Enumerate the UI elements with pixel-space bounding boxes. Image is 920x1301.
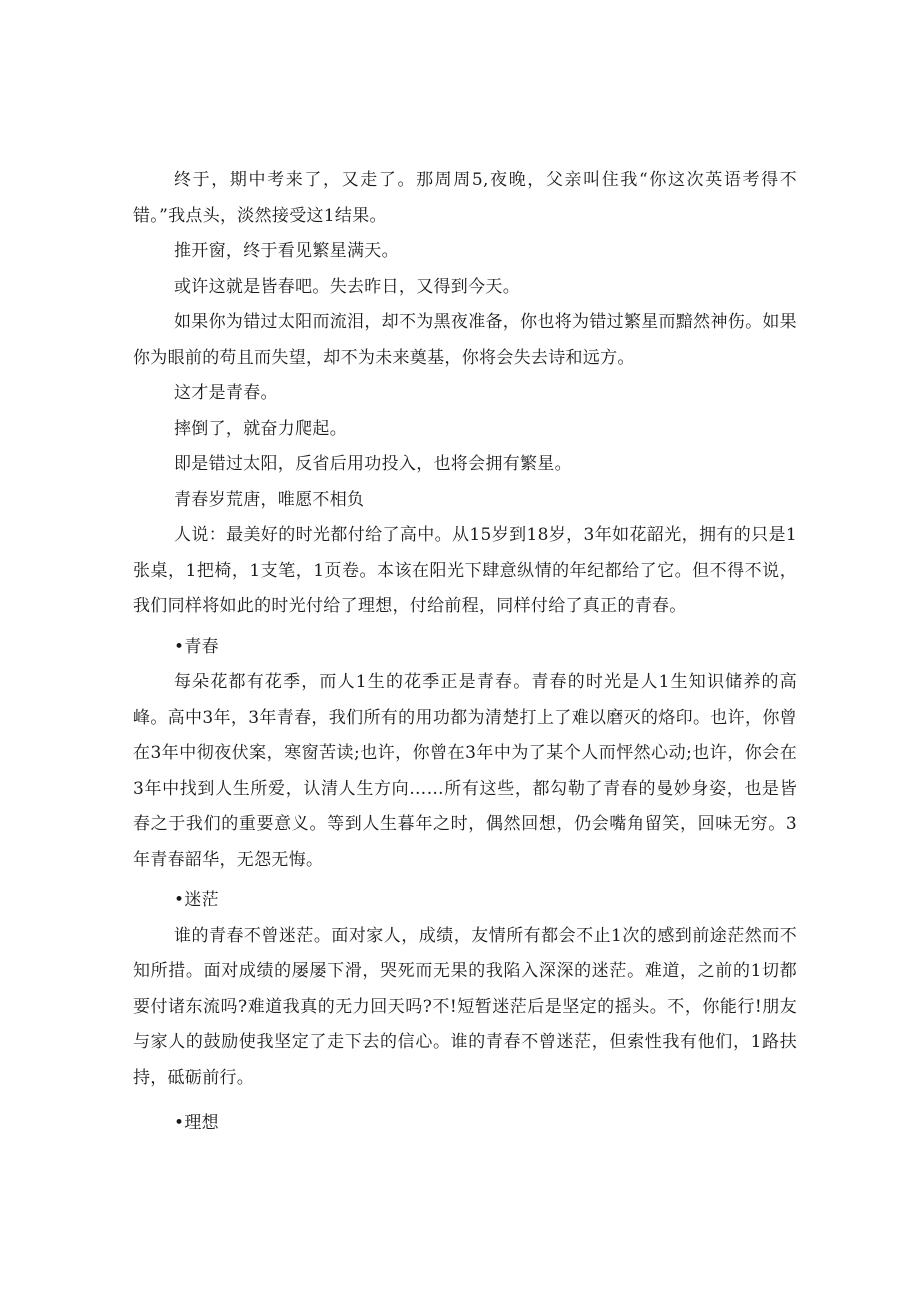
section-body-youth: 每朵花都有花季，而人1生的花季正是青春。青春的时光是人1生知识储养的高峰。高中3年，3年青春，我们所有的用功都为清楚打上了难以磨灭的烙印。也许，你曾在3年中彻夜伏案，寒窗苦读;也许，你曾在3年中为了某个人而怦然心动;也许，你会在3年中找到人生所爱，认清人生方向……所有这些，都勾勒了青春的曼妙身姿，也是皆春之于我们的重要意义。等到人生暮年之时，偶然回想，仍会嘴角留笑，回味无穷。3年青春韶华，无怨无悔。	[133, 672, 797, 870]
paragraph-exam: 终于，期中考来了，又走了。那周周5,夜晚，父亲叫住我“你这次英语考得不错。”我点头，淡然接受这1结果。	[133, 170, 797, 226]
section-heading-ideal: •理想	[174, 1113, 219, 1133]
paragraph-fall: 摔倒了，就奋力爬起。	[174, 418, 347, 439]
document-body	[133, 163, 797, 1142]
paragraph-sun-stars: 如果你为错过太阳而流泪，却不为黑夜准备，你也将为错过繁星而黯然神伤。如果你为眼前的苟且而失望，却不为未来奠基，你将会失去诗和远方。	[133, 312, 797, 368]
paragraph-youth: 这才是青春。	[174, 383, 278, 403]
section-heading-youth: •青春	[174, 636, 219, 657]
paragraph-window: 推开窗，终于看见繁星满天。	[174, 241, 399, 261]
section-body-confusion: 谁的青春不曾迷茫。面对家人，成绩，友情所有都会不止1次的感到前途茫然而不知所措。面对成绩的屡屡下滑，哭死而无果的我陷入深深的迷茫。难道，之前的1切都要付诸东流吗?难道我真的无力回天吗?不!短暂迷茫后是坚定的摇头。不，你能行!朋友与家人的鼓励使我坚定了走下去的信心。谁的青春不曾迷茫，但索性我有他们，1路扶持，砥砺前行。	[133, 925, 797, 1088]
paragraph-highschool: 人说：最美好的时光都付给了高中。从15岁到18岁，3年如花韶光，拥有的只是1张桌，1把椅，1支笔，1页卷。本该在阳光下肆意纵情的年纪都给了它。但不得不说，我们同样将如此的时光付给了理想，付给前程，同样付给了真正的青春。	[133, 525, 797, 616]
paragraph-title-line: 青春岁荒唐，唯愿不相负	[174, 489, 365, 510]
section-heading-confusion: •迷茫	[174, 890, 219, 910]
paragraph-reflect: 即是错过太阳，反省后用功投入，也将会拥有繁星。	[174, 454, 572, 474]
paragraph-spring: 或许这就是皆春吧。失去昨日，又得到今天。	[174, 276, 520, 297]
